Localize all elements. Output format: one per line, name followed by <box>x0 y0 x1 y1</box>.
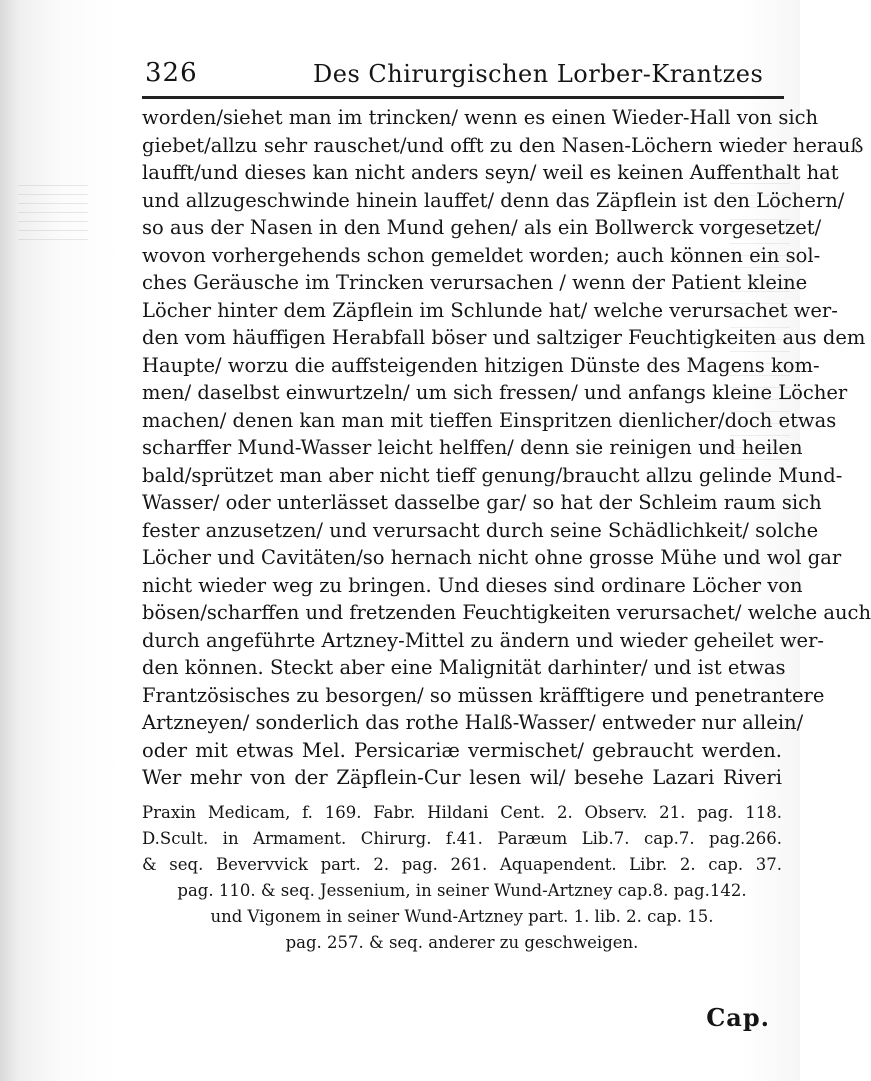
text-line: Löcher und Cavitäten/so hernach nicht ohne grosse Mühe und wol gar <box>142 546 842 569</box>
text-line: durch angeführte Artzney-Mittel zu ändern und wieder geheilet wer- <box>142 628 824 652</box>
text-line: scharffer Mund-Wasser leicht helffen/ denn sie reinigen und heilen <box>142 436 803 459</box>
text-line: worden/siehet man im trincken/ wenn es einen Wieder-Hall von sich <box>142 106 819 129</box>
text-line: ches Geräusche im Trincken verursachen / wenn der Patient kleine <box>142 271 808 294</box>
text-line: den vom häuffigen Herabfall böser und saltziger Feuchtigkeiten aus dem <box>142 326 866 349</box>
reference-block <box>142 800 782 956</box>
reference-line: pag. 257. & seq. anderer zu geschweigen. <box>285 933 639 952</box>
header-rule <box>142 96 784 99</box>
page-number: 326 <box>145 58 198 88</box>
text-line: Haupte/ worzu die auffsteigenden hitzigen Dünste des Magens kom- <box>142 353 820 377</box>
text-line: so aus der Nasen in den Mund gehen/ als ein Bollwerck vorgesetzet/ <box>142 216 822 239</box>
text-line: giebet/allzu sehr rauschet/und offt zu den Nasen-Löchern wieder herauß <box>142 133 864 157</box>
text-line: Wasser/ oder unterlässet dasselbe gar/ so hat der Schleim raum sich <box>142 491 822 514</box>
show-through-marks <box>18 180 88 240</box>
text-line: Wer mehr von der Zäpflein-Cur lesen wil/ besehe Lazari Riveri <box>142 766 782 789</box>
text-line: nicht wieder weg zu bringen. Und dieses sind ordinare Löcher von <box>142 573 803 597</box>
text-line: bald/sprützet man aber nicht tieff genung/braucht allzu gelinde Mund- <box>142 463 843 487</box>
text-line: Frantzösisches zu besorgen/ so müssen kräfftigere und penetrantere <box>142 683 825 707</box>
text-line: bösen/scharffen und fretzenden Feuchtigkeiten verursachet/ welche auch <box>142 601 871 624</box>
text-line: den können. Steckt aber eine Malignität darhinter/ und ist etwas <box>142 656 786 679</box>
text-line: fester anzusetzen/ und verursacht durch seine Schädlichkeit/ solche <box>142 518 819 542</box>
catchword: Cap. <box>706 1003 770 1032</box>
page-header <box>145 52 764 96</box>
text-line: men/ daselbst einwurtzeln/ um sich fressen/ und anfangs kleine Löcher <box>142 381 848 404</box>
reference-line: & seq. Bevervvick part. 2. pag. 261. Aquapendent. Libr. 2. cap. 37. <box>142 855 782 874</box>
text-line: oder mit etwas Mel. Persicariæ vermischet/ gebraucht werden. <box>142 738 782 762</box>
body-text <box>142 104 871 792</box>
running-title: Des Chirurgischen Lorber-Krantzes <box>313 60 764 88</box>
text-line: machen/ denen kan man mit tieffen Einspritzen dienlicher/doch etwas <box>142 408 837 432</box>
text-line: Artzneyen/ sonderlich das rothe Halß-Wasser/ entweder nur allein/ <box>142 711 804 734</box>
text-line: laufft/und dieses kan nicht anders seyn/ weil es keinen Auffenthalt hat <box>142 161 839 184</box>
reference-line: Praxin Medicam, f. 169. Fabr. Hildani Cent. 2. Observ. 21. pag. 118. <box>142 803 782 822</box>
text-line: und allzugeschwinde hinein lauffet/ denn das Zäpflein ist den Löchern/ <box>142 188 845 212</box>
text-line: wovon vorhergehends schon gemeldet worden; auch können ein sol- <box>142 243 821 267</box>
text-line: Löcher hinter dem Zäpflein im Schlunde hat/ welche verursachet wer- <box>142 298 838 322</box>
reference-line: und Vigonem in seiner Wund-Artzney part. 1. lib. 2. cap. 15. <box>210 907 714 926</box>
reference-line: pag. 110. & seq. Jessenium, in seiner Wund-Artzney cap.8. pag.142. <box>177 881 747 900</box>
reference-line: D.Scult. in Armament. Chirurg. f.41. Paræum Lib.7. cap.7. pag.266. <box>142 829 782 848</box>
